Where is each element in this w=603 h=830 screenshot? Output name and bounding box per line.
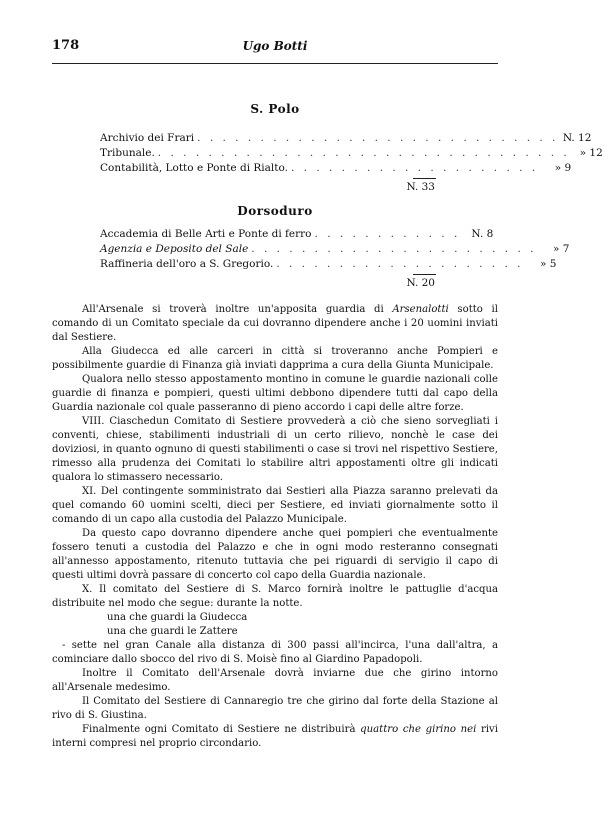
running-title: Ugo Botti <box>242 39 308 53</box>
leader-dots: . . . . . . . . . . . . <box>314 228 461 240</box>
list-item <box>100 146 603 161</box>
entry-label: Accademia di Belle Arti e Ponte di ferro <box>100 228 312 240</box>
leader-dots: . . . . . . . . . . . . . . . . . . . . <box>276 258 524 270</box>
body-text <box>52 303 498 751</box>
entry-value: N. 8 <box>471 228 494 240</box>
entry-label: Tribunale. <box>100 147 155 159</box>
section-total: N. 33 <box>406 181 435 193</box>
entry-label: Raffineria dell'oro a S. Gregorio. <box>100 258 274 270</box>
list-item <box>100 131 592 146</box>
paragraph: Da questo capo dovranno dipendere anche quei pompieri che eventualmente fossero tenuti a custodia del Palazzo e che in ogni modo resteranno consegnati all'annesso appostamento, ritenuto tuttavia che pei riguardi di servigio il capo di questi ultimi dovrà passare di concerto col capo della Guardia nazionale. <box>52 528 498 581</box>
paragraph: Alla Giudecca ed alle carceri in città si troveranno anche Pompieri e possibilmente guardie di Finanza già inviati dapprima a cura della Giunta Municipale. <box>52 346 498 371</box>
entry-value: » 7 <box>553 243 570 255</box>
entry-label: Archivio dei Frari <box>100 132 195 144</box>
entry-label: Agenzia e Deposito del Sale <box>100 243 249 255</box>
page-number: 178 <box>52 38 80 53</box>
paragraph: Inoltre il Comitato dell'Arsenale dovrà inviarne due che girino intorno all'Arsenale medesimo. <box>52 668 498 693</box>
leader-dots: . . . . . . . . . . . . . . . . . . . . . . . . . . . . . <box>197 132 559 144</box>
paragraph: Finalmente ogni Comitato di Sestiere ne distribuirà quattro che girino nei rivi interni compresi nel proprio circondario. <box>52 724 498 749</box>
paragraph: VIII. Ciaschedun Comitato di Sestiere provvederà a ciò che sieno sorvegliati i conventi, chiese, stabilimenti industriali di un certo rilievo, nonchè le case dei doviziosi, in quanto ognuno di questi stabilimenti o case si trovi nel rispettivo Sestiere, rimesso alla prudenza dei Comitati lo stabilire altri appostamenti oltre gli indicati qualora lo stimassero necessario. <box>52 416 498 483</box>
list-item <box>100 161 572 176</box>
total-rule <box>413 274 436 275</box>
paragraph: Il Comitato del Sestiere di Cannaregio tre che girino dal forte della Stazione al rivo di S. Giustina. <box>52 696 498 721</box>
list-item <box>100 242 570 257</box>
list-item: una che guardi le Zattere <box>107 626 238 637</box>
paragraph: All'Arsenale si troverà inoltre un'apposita guardia di Arsenalotti sotto il comando di un Comitato speciale da cui dovranno dipendere anche i 20 uomini inviati dal Sestiere. <box>52 304 498 343</box>
leader-dots: . . . . . . . . . . . . . . . . . . . . . . . <box>251 243 537 255</box>
total-rule <box>413 178 436 179</box>
entry-value: » 5 <box>540 258 557 270</box>
paragraph: - sette nel gran Canale alla distanza di 300 passi all'incirca, l'una dall'altra, a cominciare dallo sbocco del rivo di S. Moisè fino al Giardino Papadopoli. <box>52 640 498 665</box>
page-header <box>52 38 498 58</box>
leader-dots: . . . . . . . . . . . . . . . . . . . . . . . . . . . . . . . . . <box>157 147 570 159</box>
list-item <box>100 257 557 272</box>
entry-value: N. 12 <box>562 132 592 144</box>
section-title-dorsoduro: Dorsoduro <box>237 204 313 218</box>
section-total: N. 20 <box>406 277 435 289</box>
entry-value: » 12 <box>579 147 603 159</box>
paragraph: X. Il comitato del Sestiere di S. Marco fornirà inoltre le pattuglie d'acqua distribuite nel modo che segue: durante la notte. <box>52 584 498 609</box>
entry-label: Contabilità, Lotto e Ponte di Rialto. <box>100 162 288 174</box>
entry-value: » 9 <box>554 162 572 174</box>
header-rule <box>52 63 498 64</box>
list-item: una che guardi la Giudecca <box>107 612 248 623</box>
paragraph: XI. Del contingente somministrato dai Sestieri alla Piazza saranno prelevati da quel comando 60 uomini scelti, dieci per Sestiere, ed inviati giornalmente sotto il comando di un capo alla custodia del Palazzo Municipale. <box>52 486 498 525</box>
paragraph: Qualora nello stesso appostamento montino in comune le guardie nazionali colle guardie di finanza e pompieri, questi ultimi debbono dipendere tutti dal capo della Guardia nazionale col quale passeranno di pieno accordo i capi delle altre forze. <box>52 374 498 413</box>
section-title-polo: S. Polo <box>250 102 300 116</box>
list-item <box>100 227 494 242</box>
leader-dots: . . . . . . . . . . . . . . . . . . . . <box>290 162 539 174</box>
